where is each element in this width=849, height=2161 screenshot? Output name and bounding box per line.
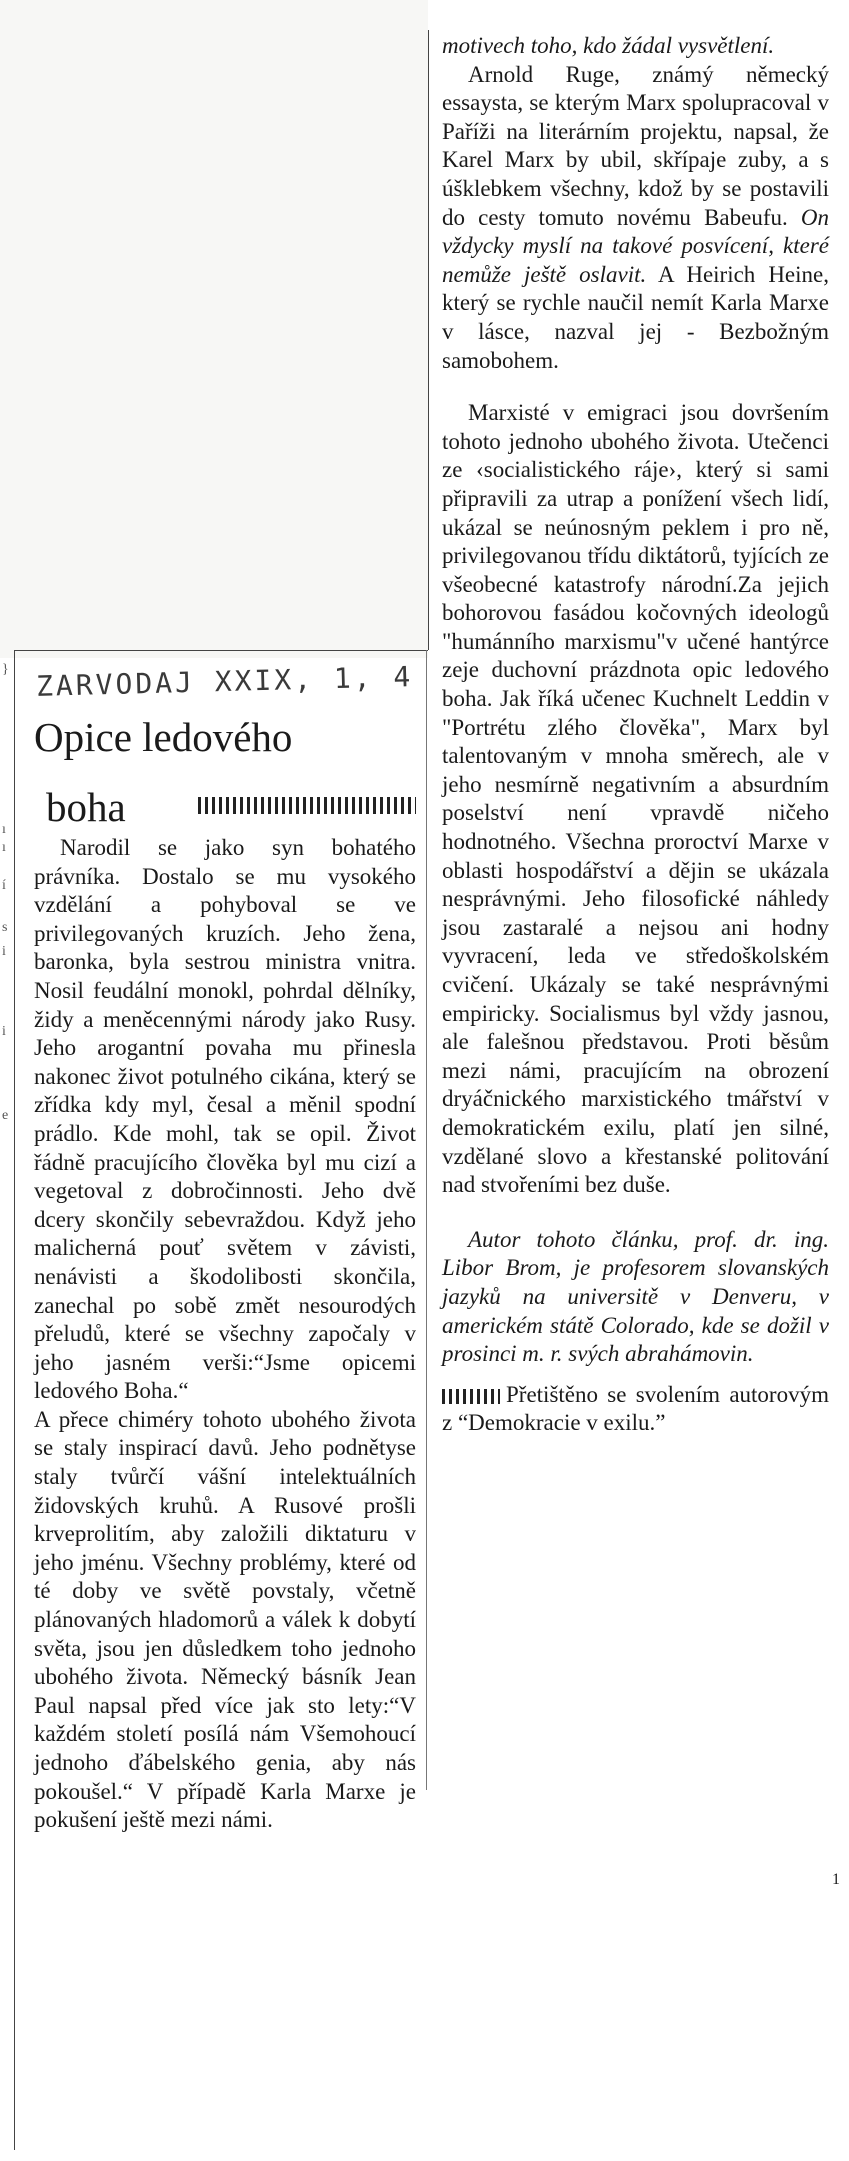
right-column-left-border <box>428 30 429 650</box>
edge-mark: e <box>2 1108 9 1123</box>
right-column <box>442 32 829 1438</box>
edge-mark: s <box>2 920 8 935</box>
headline-line-2: boha <box>46 784 126 830</box>
paragraph-ruge <box>442 61 829 376</box>
edge-mark: ı <box>2 822 6 837</box>
headline-line-1: Opice ledového <box>34 714 293 760</box>
reprint-decorative-bars <box>442 1389 500 1404</box>
article-headline <box>34 702 292 842</box>
edge-mark: } <box>2 662 9 677</box>
reprint-text: Přetištěno se svolením autorovým z “Demokracie v exilu.” <box>442 1381 829 1436</box>
paragraph-marxists: Marxisté v emigraci jsou dovršením tohoto jednoho ubohého života. Utečenci ze ‹socialistického ráje›, který si sami připravili za utrap a ponížení všech lidí, ukázal se neúnosným peklem i pro ně, privilegovanou třídu diktátorů, tyjících ze všeobecné katastrofy národní.Za jejich bohorovou fasádou kočovných ideologů "humánního marxismu"v učené hantýrce zeje duchovní prázdnota opic ledového boha. Jak říká učenec Kuchnelt Leddin v "Portrétu zlého člověka", Marx byl talentovaným v mnoha směrech, ale v jeho nesmírně negativním a absurdním poselství není vpravdě ničeho hodnotného. Všechna proroctví Marxe v oblasti hospodářství a dějin se ukázala nesprávnými. Jeho filosofické náhledy jsou zastaralé a nejsou ani hodny vyvracení, leda ve středoškolském cvičení. Ukázaly se také nesprávnými empiricky. Socialismus byl vždy jasnou, ale falešnou představou. Proti běsům mezi námi, pracujícím na obrození dryáčnického marxistického tmářství v demokratickém exilu, platí jen silné, vzdělané slovo a křestanské politování nad stvořeními bez duše. <box>442 400 829 1198</box>
paragraph-chimeras: A přece chiméry tohoto ubohého života se staly inspirací davů. Jeho podnětyse staly tvůrčí vášní intelektuálních židovských kruhů. A Rusové prošli krveprolitím, aby založili diktaturu v jeho jménu. Všechny problémy, které od té doby ve světě povstaly, včetně plánovaných hladomorů a válek k dobytí světa, jsou jen důsledkem toho jednoho ubohého života. Německý básník Jean Paul napsal před více jak sto lety:“V každém století posílá nám Všemohoucí jednoho ďábelského genia, aby nás pokoušel.“ V případě Karla Marxe je pokušení ještě mezi námi. <box>34 1406 416 1833</box>
author-note: Autor tohoto článku, prof. dr. ing. Libor Brom, je profesorem slovanských jazyků na universitě v Denveru, v americkém státě Colorado, kde se dožil v prosinci m. r. svých abrahámovin. <box>442 1226 829 1367</box>
headline-decorative-bars <box>198 797 416 814</box>
paragraph-continuation: motivech toho, kdo žádal vysvětlení. <box>442 33 775 58</box>
edge-mark: í <box>2 878 6 893</box>
clipping-cut-horizontal <box>14 650 428 651</box>
footnote-marker: 1 <box>832 1871 840 1888</box>
column-divider <box>426 650 427 1790</box>
edge-mark: i <box>2 944 6 959</box>
ruge-quote: On vždycky myslí na takové posvícení, které nemůže ještě oslavit. <box>442 204 829 287</box>
edge-mark: i <box>2 1024 6 1039</box>
left-column <box>34 834 416 1835</box>
handwritten-source-note: ZARVODAJ XXIX, 1, 4 <box>35 660 414 703</box>
scan-background-top-left <box>0 0 428 658</box>
reprint-note <box>442 1381 829 1438</box>
paragraph-birth: Narodil se jako syn bohatého právníka. Dostalo se mu vysokého vzdělání a pohyboval se ve privilegovaných kruzích. Jeho žena, baronka, byla sestrou ministra vnitra. Nosil feudální monokl, pohrdal dělníky, židy a meněcennými národy jako Rusy. Jeho arogantní povaha mu přinesla nakonec život potulného cikána, který se zřídka kdy myl, česal a měnil spodní prádlo. Kde mohl, tak se opil. Život řádně pracujícího člověka byl mu cizí a vegetoval z dobročinnosti. Jeho dvě dcery skončily sebevraždou. Když jeho malicherná pouť světem v závisti, nenávisti a škodolibosti skončila, zanechal po sobě změt nesourodých přeludů, které se všechny započaly v jeho jasném verši:“Jsme opicemi ledového Boha.“ <box>34 835 416 1404</box>
heine-text: A Heirich Heine, který se rychle naučil nemít Karla Marxe v lásce, nazval jej - Bezbožným samobohem. <box>442 261 829 373</box>
edge-mark: ı <box>2 840 6 855</box>
ruge-text: Arnold Ruge, známý německý essaysta, se kterým Marx spolupracoval v Paříži na literárním projektu, napsal, že Karel Marx by ubil, skřípaje zuby, a s úšklebkem všechny, kdož by se postavili do cesty tomuto novému Babeufu. <box>442 61 829 230</box>
left-column-left-border <box>14 650 15 2150</box>
